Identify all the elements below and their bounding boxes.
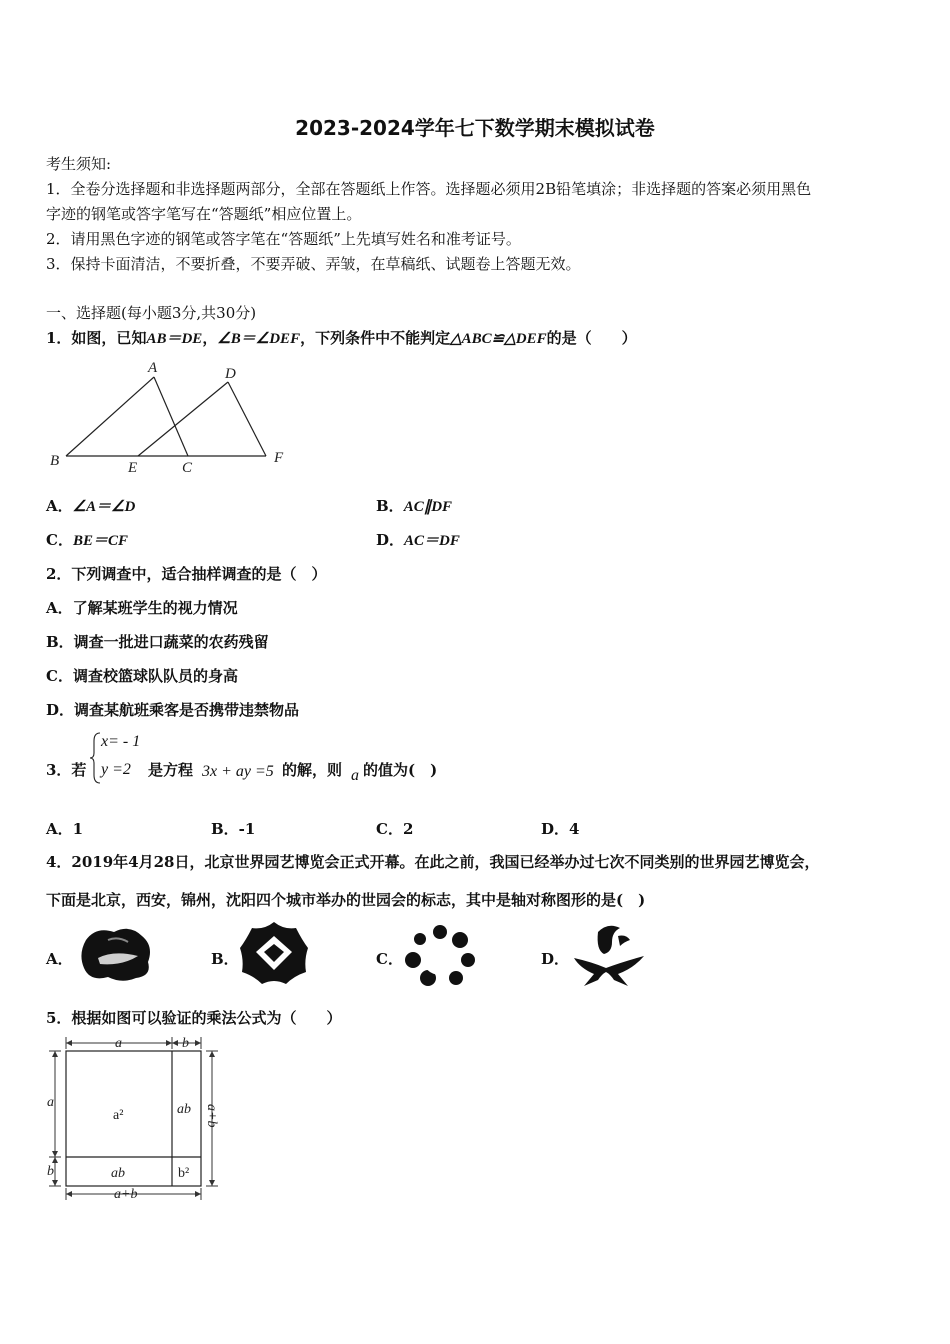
q4-option-b[interactable]: B． bbox=[211, 950, 239, 968]
q3-mid2: 的解，则 bbox=[282, 761, 343, 779]
cell-ab-right: ab bbox=[177, 1102, 191, 1117]
cell-a-squared: a² bbox=[113, 1108, 124, 1123]
q3-option-d[interactable]: D．4 bbox=[541, 820, 580, 838]
q4-option-c[interactable]: C． bbox=[376, 950, 403, 968]
q1-option-b[interactable]: B．AC∥DF bbox=[376, 497, 453, 515]
q4-option-a[interactable]: A． bbox=[46, 950, 73, 968]
q3-option-c[interactable]: C．2 bbox=[376, 820, 414, 838]
label-left-a: a bbox=[47, 1095, 54, 1110]
q1-mid: ，下列条件中不能判定 bbox=[300, 329, 451, 347]
label-top-b: b bbox=[182, 1036, 189, 1051]
label-top-a: a bbox=[115, 1036, 122, 1051]
q3-suffix: 的值为( ) bbox=[363, 761, 438, 779]
notice-item: 字迹的钢笔或答字笔写在“答题纸”相应位置上。 bbox=[46, 205, 362, 223]
q2-option-a[interactable]: A．了解某班学生的视力情况 bbox=[46, 599, 238, 617]
question-2-stem: 2．下列调查中，适合抽样调查的是（ ） bbox=[46, 565, 327, 583]
q1-option-c[interactable]: C．BE＝CF bbox=[46, 531, 128, 549]
label-f: F bbox=[274, 450, 284, 466]
q1-triangles: △ABC≌△DEF bbox=[450, 331, 547, 347]
question-4-line2: 下面是北京，西安，锦州，沈阳四个城市举办的世园会的标志，其中是轴对称图形的是( ) bbox=[46, 891, 646, 909]
label-d: D bbox=[225, 366, 236, 382]
label-a: A bbox=[148, 360, 158, 376]
question-4-line1: 4．2019年4月28日，北京世界园艺博览会正式开幕。在此之前，我国已经举办过七次不同类别的世界园艺博览会， bbox=[46, 853, 820, 871]
label-right-a-plus-b: a+b bbox=[204, 1104, 219, 1128]
q1-option-a[interactable]: A．∠A＝∠D bbox=[46, 497, 136, 515]
notice-item: 1．全卷分选择题和非选择题两部分，全部在答题纸上作答。选择题必须用2B铅笔填涂；非选择题的答案必须用黑色 bbox=[46, 180, 812, 198]
q3-system-line2: y =2 bbox=[101, 761, 131, 778]
q1-suffix: 的是（ ） bbox=[546, 329, 637, 347]
notice-item: 3．保持卡面清洁，不要折叠，不要弄破、弄皱，在草稿纸、试题卷上答题无效。 bbox=[46, 255, 581, 273]
q1-cond1: AB＝DE bbox=[146, 331, 203, 347]
q3-option-a[interactable]: A．1 bbox=[46, 820, 84, 838]
label-left-b: b bbox=[47, 1164, 54, 1179]
q2-option-d[interactable]: D．调查某航班乘客是否携带违禁物品 bbox=[46, 701, 300, 719]
cell-b-squared: b² bbox=[178, 1166, 190, 1181]
label-c: C bbox=[182, 460, 193, 476]
q1-sep: ， bbox=[202, 329, 218, 347]
q3-option-b[interactable]: B．-1 bbox=[211, 820, 256, 838]
q1-prefix: 1．如图，已知 bbox=[46, 329, 147, 347]
q3-prefix: 3．若 bbox=[46, 761, 87, 779]
section-heading: 一、选择题(每小题3分,共30分) bbox=[46, 304, 257, 322]
label-bottom-a-plus-b: a+b bbox=[114, 1187, 138, 1202]
q1-option-d[interactable]: D．AC＝DF bbox=[376, 531, 460, 549]
page-title: 2023-2024学年七下数学期末模拟试卷 bbox=[295, 116, 655, 140]
label-e: E bbox=[128, 460, 138, 476]
notice-item: 2．请用黑色字迹的钢笔或答字笔在“答题纸”上先填写姓名和准考证号。 bbox=[46, 230, 521, 248]
q1-cond2: ∠B＝∠DEF bbox=[217, 331, 301, 347]
q2-option-c[interactable]: C．调查校篮球队队员的身高 bbox=[46, 667, 238, 685]
q3-variable: a bbox=[351, 767, 359, 784]
question-5-stem: 5．根据如图可以验证的乘法公式为（ ） bbox=[46, 1009, 342, 1027]
q3-system-line1: x= - 1 bbox=[101, 733, 141, 750]
notice-heading: 考生须知: bbox=[46, 155, 112, 173]
q4-option-d[interactable]: D． bbox=[541, 950, 570, 968]
q2-option-b[interactable]: B．调查一批进口蔬菜的农药残留 bbox=[46, 633, 269, 651]
q3-mid: 是方程 bbox=[148, 761, 194, 779]
q3-equation: 3x + ay =5 bbox=[202, 763, 274, 780]
label-b: B bbox=[50, 453, 60, 469]
cell-ab-bottom: ab bbox=[111, 1166, 125, 1181]
